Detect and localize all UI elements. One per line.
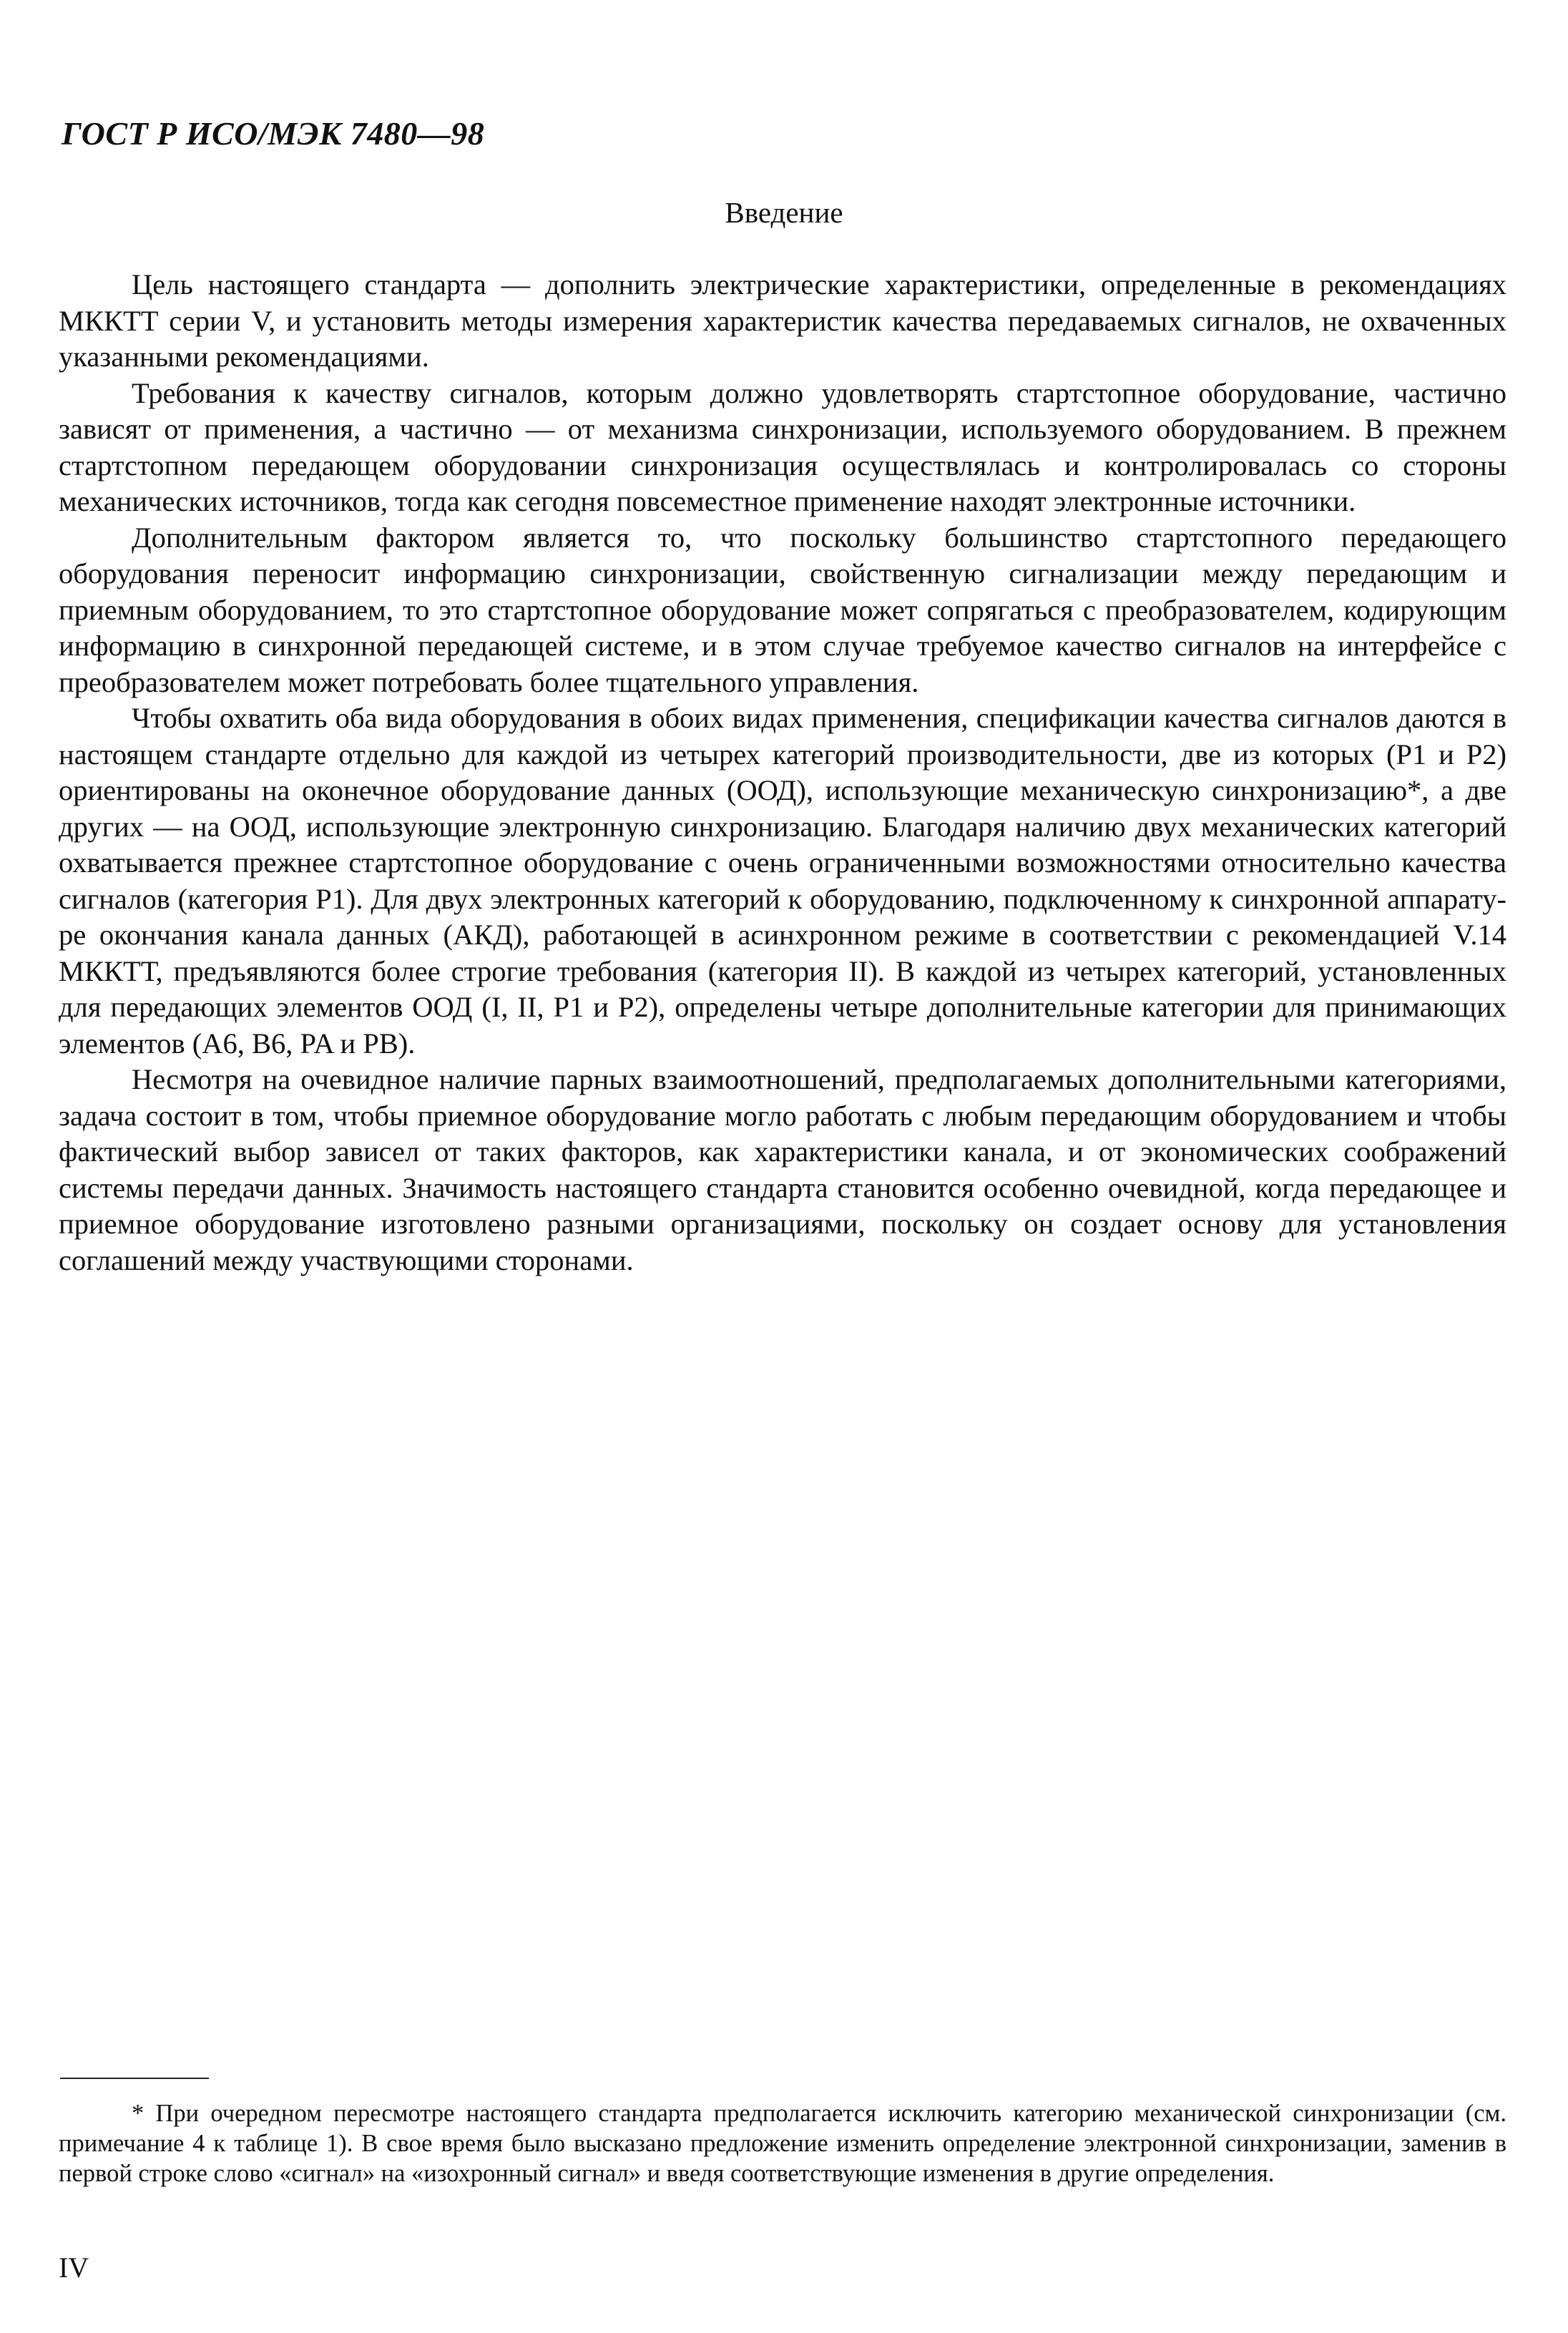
page-number: IV xyxy=(59,2251,89,2284)
section-title: Введение xyxy=(725,196,843,229)
paragraph: Цель настоящего стандарта — дополнить электрические характеристики, определенные в рекомендациях МККТТ серии V, и установить методы измерения характеристик качества передаваемых сигналов, не охваченных указанными рекомендациями. xyxy=(59,268,1506,373)
body-text xyxy=(59,267,1506,1278)
paragraph: Дополнительным фактором является то, что поскольку большинство стартстопного передающего оборудования переносит информацию синхронизации, свойственную сигнализации между передающим и приемным оборудованием, то это стартстопное оборудование может сопрягаться с преобразователем, кодирующим информацию в синхронной передающей системе, и в этом случае требуемое качество сигналов на интерфейсе с преобразователем может потребовать более тщательного управления. xyxy=(59,521,1506,698)
footnote xyxy=(59,2098,1506,2188)
paragraph: Несмотря на очевидное наличие парных взаимоотношений, предполагаемых дополнительными категориями, задача состоит в том, чтобы приемное оборудование могло работать с любым передающим оборудованием и чтобы фактический выбор зависел от таких факторов, как характеристики канала, и от экономических соображений системы передачи данных. Значимость настоящего стандарта становится особенно очевидной, когда передающее и приемное оборудование изготовлено разными организациями, поскольку он создает основу для установления соглашений между участвующими сторонами. xyxy=(59,1063,1506,1276)
footnote-text: * При очередном пересмотре настоящего стандарта предполагается исключить категорию механической синхронизации (см. примечание 4 к таблице 1). В свое время было высказано предложение изменить определение электронной синхронизации, заменив в первой строке слово «сигнал» на «изохронный сигнал» и введя соответствующие изменения в другие определения. xyxy=(59,2100,1506,2187)
footnote-divider xyxy=(60,2078,209,2079)
document-header: ГОСТ Р ИСО/МЭК 7480—98 xyxy=(62,115,485,152)
paragraph: Требования к качеству сигналов, которым должно удовлетворять стартстопное оборудование, частично зависят от применения, а частично — от механизма синхронизации, используемого оборудованием. В прежнем стартстопном передающем оборудовании синхронизация осуществлялась и контролировалась со стороны механических источников, тогда как сегодня повсеместное применение находят электронные источники. xyxy=(59,376,1506,517)
paragraph: Чтобы охватить оба вида оборудования в обоих видах применения, спецификации качества сигналов даются в настоящем стандарте отдельно для каждой из четырех категорий производительности, две из которых (P1 и P2) ориентированы на оконечное оборудование данных (ООД), использующие механическую синхронизацию*, а две других — на ООД, использующие электронную синхронизацию. Благодаря наличию двух механических категорий охватывается прежнее стартстопное оборудование с очень ограниченными возможностями относительно качества сигналов (категория P1). Для двух электронных категорий к оборудованию, подключенному к синхронной аппаратуре окончания канала данных (АКД), работающей в асинхронном режиме в соответствии с рекомендацией V.14 МККТТ, предъявляются более строгие требования (категория II). В каждой из четырех категорий, установленных для передающих элементов ООД (I, II, P1 и P2), определены четыре дополнительные категории для принимающих элементов (A6, B6, PA и PB). xyxy=(59,702,1506,1060)
